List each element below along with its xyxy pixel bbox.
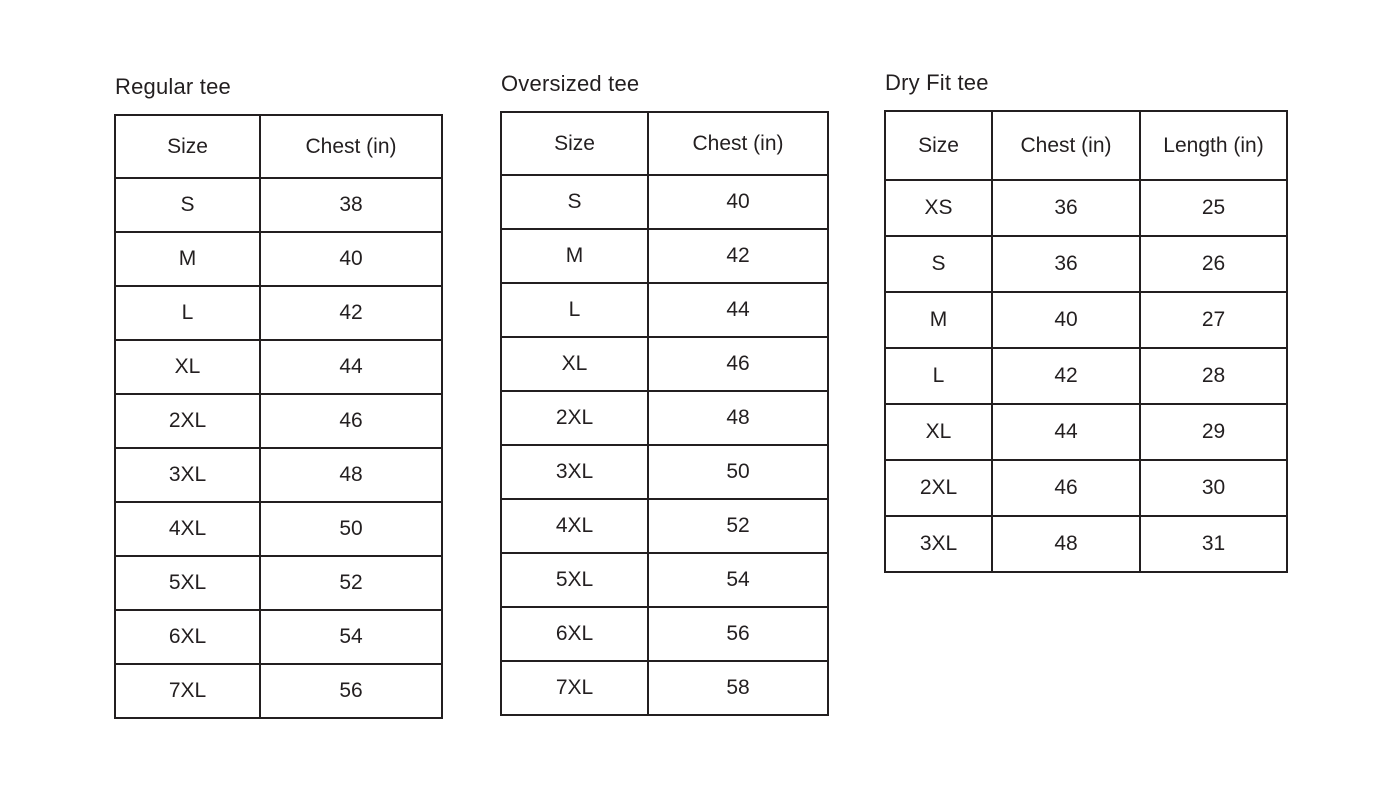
size-chart-dry-fit-tee <box>884 70 1288 573</box>
table-cell: 3XL <box>885 516 992 572</box>
table-row <box>501 229 828 283</box>
table-row <box>501 391 828 445</box>
table-cell: 52 <box>648 499 828 553</box>
table-row <box>115 610 442 664</box>
column-header: Chest (in) <box>992 111 1140 180</box>
table-row <box>501 283 828 337</box>
table-cell: 4XL <box>115 502 260 556</box>
column-header: Chest (in) <box>260 115 442 178</box>
table-cell: 42 <box>992 348 1140 404</box>
table-cell: 36 <box>992 236 1140 292</box>
table-cell: 4XL <box>501 499 648 553</box>
header-row <box>501 112 828 175</box>
table-cell: 58 <box>648 661 828 715</box>
table-title-oversized-tee: Oversized tee <box>501 71 640 96</box>
table-cell: 50 <box>648 445 828 499</box>
table-row <box>501 175 828 229</box>
column-header: Size <box>501 112 648 175</box>
header-row <box>115 115 442 178</box>
table-cell: 44 <box>648 283 828 337</box>
table-cell: 7XL <box>115 664 260 718</box>
column-header: Size <box>115 115 260 178</box>
table-cell: L <box>115 286 260 340</box>
table-row <box>115 286 442 340</box>
table-cell: 54 <box>648 553 828 607</box>
table-row <box>885 348 1287 404</box>
table-row <box>885 404 1287 460</box>
column-header: Size <box>885 111 992 180</box>
table-row <box>115 556 442 610</box>
header-row <box>885 111 1287 180</box>
table-cell: XL <box>885 404 992 460</box>
table-cell: 50 <box>260 502 442 556</box>
table-cell: 46 <box>260 394 442 448</box>
table-cell: 36 <box>992 180 1140 236</box>
table-cell: 3XL <box>501 445 648 499</box>
table-row <box>501 337 828 391</box>
table-cell: 48 <box>992 516 1140 572</box>
table-cell: 31 <box>1140 516 1287 572</box>
column-header: Chest (in) <box>648 112 828 175</box>
table-cell: 29 <box>1140 404 1287 460</box>
table-cell: 40 <box>260 232 442 286</box>
table-row <box>501 553 828 607</box>
table-row <box>115 232 442 286</box>
table-cell: S <box>115 178 260 232</box>
table-cell: M <box>501 229 648 283</box>
table-row <box>115 502 442 556</box>
table-cell: 56 <box>260 664 442 718</box>
table-cell: L <box>885 348 992 404</box>
table-cell: 30 <box>1140 460 1287 516</box>
table-cell: 7XL <box>501 661 648 715</box>
table-cell: 27 <box>1140 292 1287 348</box>
table-row <box>501 607 828 661</box>
table-cell: 42 <box>648 229 828 283</box>
table-cell: 5XL <box>115 556 260 610</box>
table-cell: 46 <box>992 460 1140 516</box>
table-cell: 2XL <box>885 460 992 516</box>
table-cell: 26 <box>1140 236 1287 292</box>
table-cell: XS <box>885 180 992 236</box>
table-row <box>885 180 1287 236</box>
size-chart-regular-tee <box>114 74 443 719</box>
table-cell: 2XL <box>501 391 648 445</box>
table-cell: 3XL <box>115 448 260 502</box>
table-cell: 40 <box>992 292 1140 348</box>
table-row <box>885 516 1287 572</box>
table-cell: 6XL <box>501 607 648 661</box>
table-title-dry-fit-tee: Dry Fit tee <box>885 70 989 95</box>
table-cell: 46 <box>648 337 828 391</box>
table-row <box>115 394 442 448</box>
table-cell: 5XL <box>501 553 648 607</box>
table-cell: 44 <box>260 340 442 394</box>
table-cell: 6XL <box>115 610 260 664</box>
table-cell: L <box>501 283 648 337</box>
table-cell: 25 <box>1140 180 1287 236</box>
table-title-regular-tee: Regular tee <box>115 74 231 99</box>
table-cell: M <box>885 292 992 348</box>
size-chart-table-oversized <box>500 111 829 716</box>
column-header: Length (in) <box>1140 111 1287 180</box>
table-row <box>885 292 1287 348</box>
table-cell: 40 <box>648 175 828 229</box>
table-cell: 2XL <box>115 394 260 448</box>
table-row <box>885 236 1287 292</box>
size-chart-table-regular <box>114 114 443 719</box>
table-cell: 52 <box>260 556 442 610</box>
table-row <box>115 178 442 232</box>
table-cell: 28 <box>1140 348 1287 404</box>
table-cell: XL <box>115 340 260 394</box>
table-cell: 48 <box>648 391 828 445</box>
table-cell: 56 <box>648 607 828 661</box>
size-chart-oversized-tee <box>500 71 829 716</box>
table-row <box>501 499 828 553</box>
table-cell: 44 <box>992 404 1140 460</box>
table-cell: XL <box>501 337 648 391</box>
table-row <box>501 661 828 715</box>
table-cell: M <box>115 232 260 286</box>
table-cell: 38 <box>260 178 442 232</box>
table-row <box>115 664 442 718</box>
table-cell: 48 <box>260 448 442 502</box>
table-cell: 42 <box>260 286 442 340</box>
table-row <box>885 460 1287 516</box>
table-cell: S <box>501 175 648 229</box>
table-cell: 54 <box>260 610 442 664</box>
size-chart-table-dryfit <box>884 110 1288 573</box>
table-row <box>115 448 442 502</box>
table-row <box>501 445 828 499</box>
table-row <box>115 340 442 394</box>
table-cell: S <box>885 236 992 292</box>
